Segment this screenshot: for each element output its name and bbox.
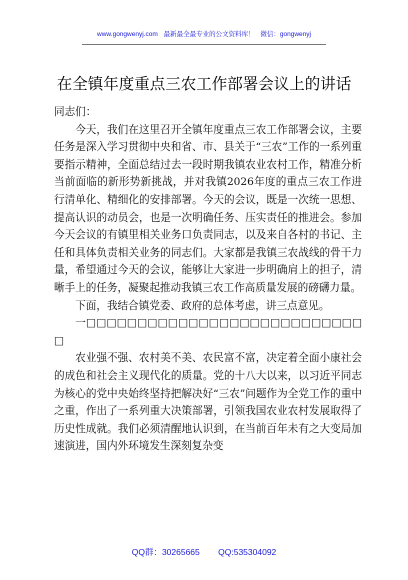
- section-heading: 一□□□□□□□□□□□□□□□□□□□□□□□□□□□□: [54, 317, 362, 347]
- site-url[interactable]: www.gongwenyj.com: [97, 31, 158, 38]
- document-body: [54, 104, 362, 456]
- body-paragraph: 农业强不强、农村美不美、农民富不富，决定着全面小康社会的成色和社会主义现代化的质量。党的十八大以来，以习近平同志为核心的党中央始终坚持把解决好“三农”问题作为全党工作的重中之重，作出了一系列重大决策部署，引领我国农业农村发展取得了历史性成就。我们必须清醒地认识到，在当前百年未有之大变局加速演进，国内外环境发生深刻复杂变: [54, 352, 362, 453]
- header-divider: [82, 44, 326, 45]
- qq-number: QQ:535304092: [218, 547, 277, 557]
- body-paragraph: 今天，我们在这里召开全镇年度重点三农工作部署会议，主要任务是深入学习贯彻中央和省、市、县关于“三农”工作的一系列重要指示精神，全面总结过去一段时期我镇农业农村工作，精准分析当前面临的新形势新挑战，并对我镇2026年度的重点三农工作进行清单化、精细化的安排部署。今天的会议，既是一次统一思想、提高认识的动员会，也是一次明确任务、压实责任的推进会。参加今天会议的有镇里相关业务口负责同志，以及来自各村的书记、主任和具体负责相关业务的同志们。大家都是我镇三农战线的骨干力量，希望通过今天的会议，能够让大家进一步明确肩上的担子，清晰手上的任务，凝聚起推动我镇三农工作高质量发展的磅礴力量。: [54, 123, 362, 294]
- qq-group: QQ群：30265665: [131, 547, 200, 557]
- wechat-id: 微信：gongwenyj: [260, 31, 311, 38]
- site-header: [0, 30, 408, 39]
- site-slogan: 最新最全最专业的公文资料库！: [163, 31, 255, 38]
- document-title: 在全镇年度重点三农工作部署会议上的讲话: [56, 75, 352, 93]
- site-footer: [0, 546, 408, 558]
- salutation: 同志们：: [54, 106, 97, 118]
- body-paragraph: 下面，我结合镇党委、政府的总体考虑，讲三点意见。: [75, 299, 330, 312]
